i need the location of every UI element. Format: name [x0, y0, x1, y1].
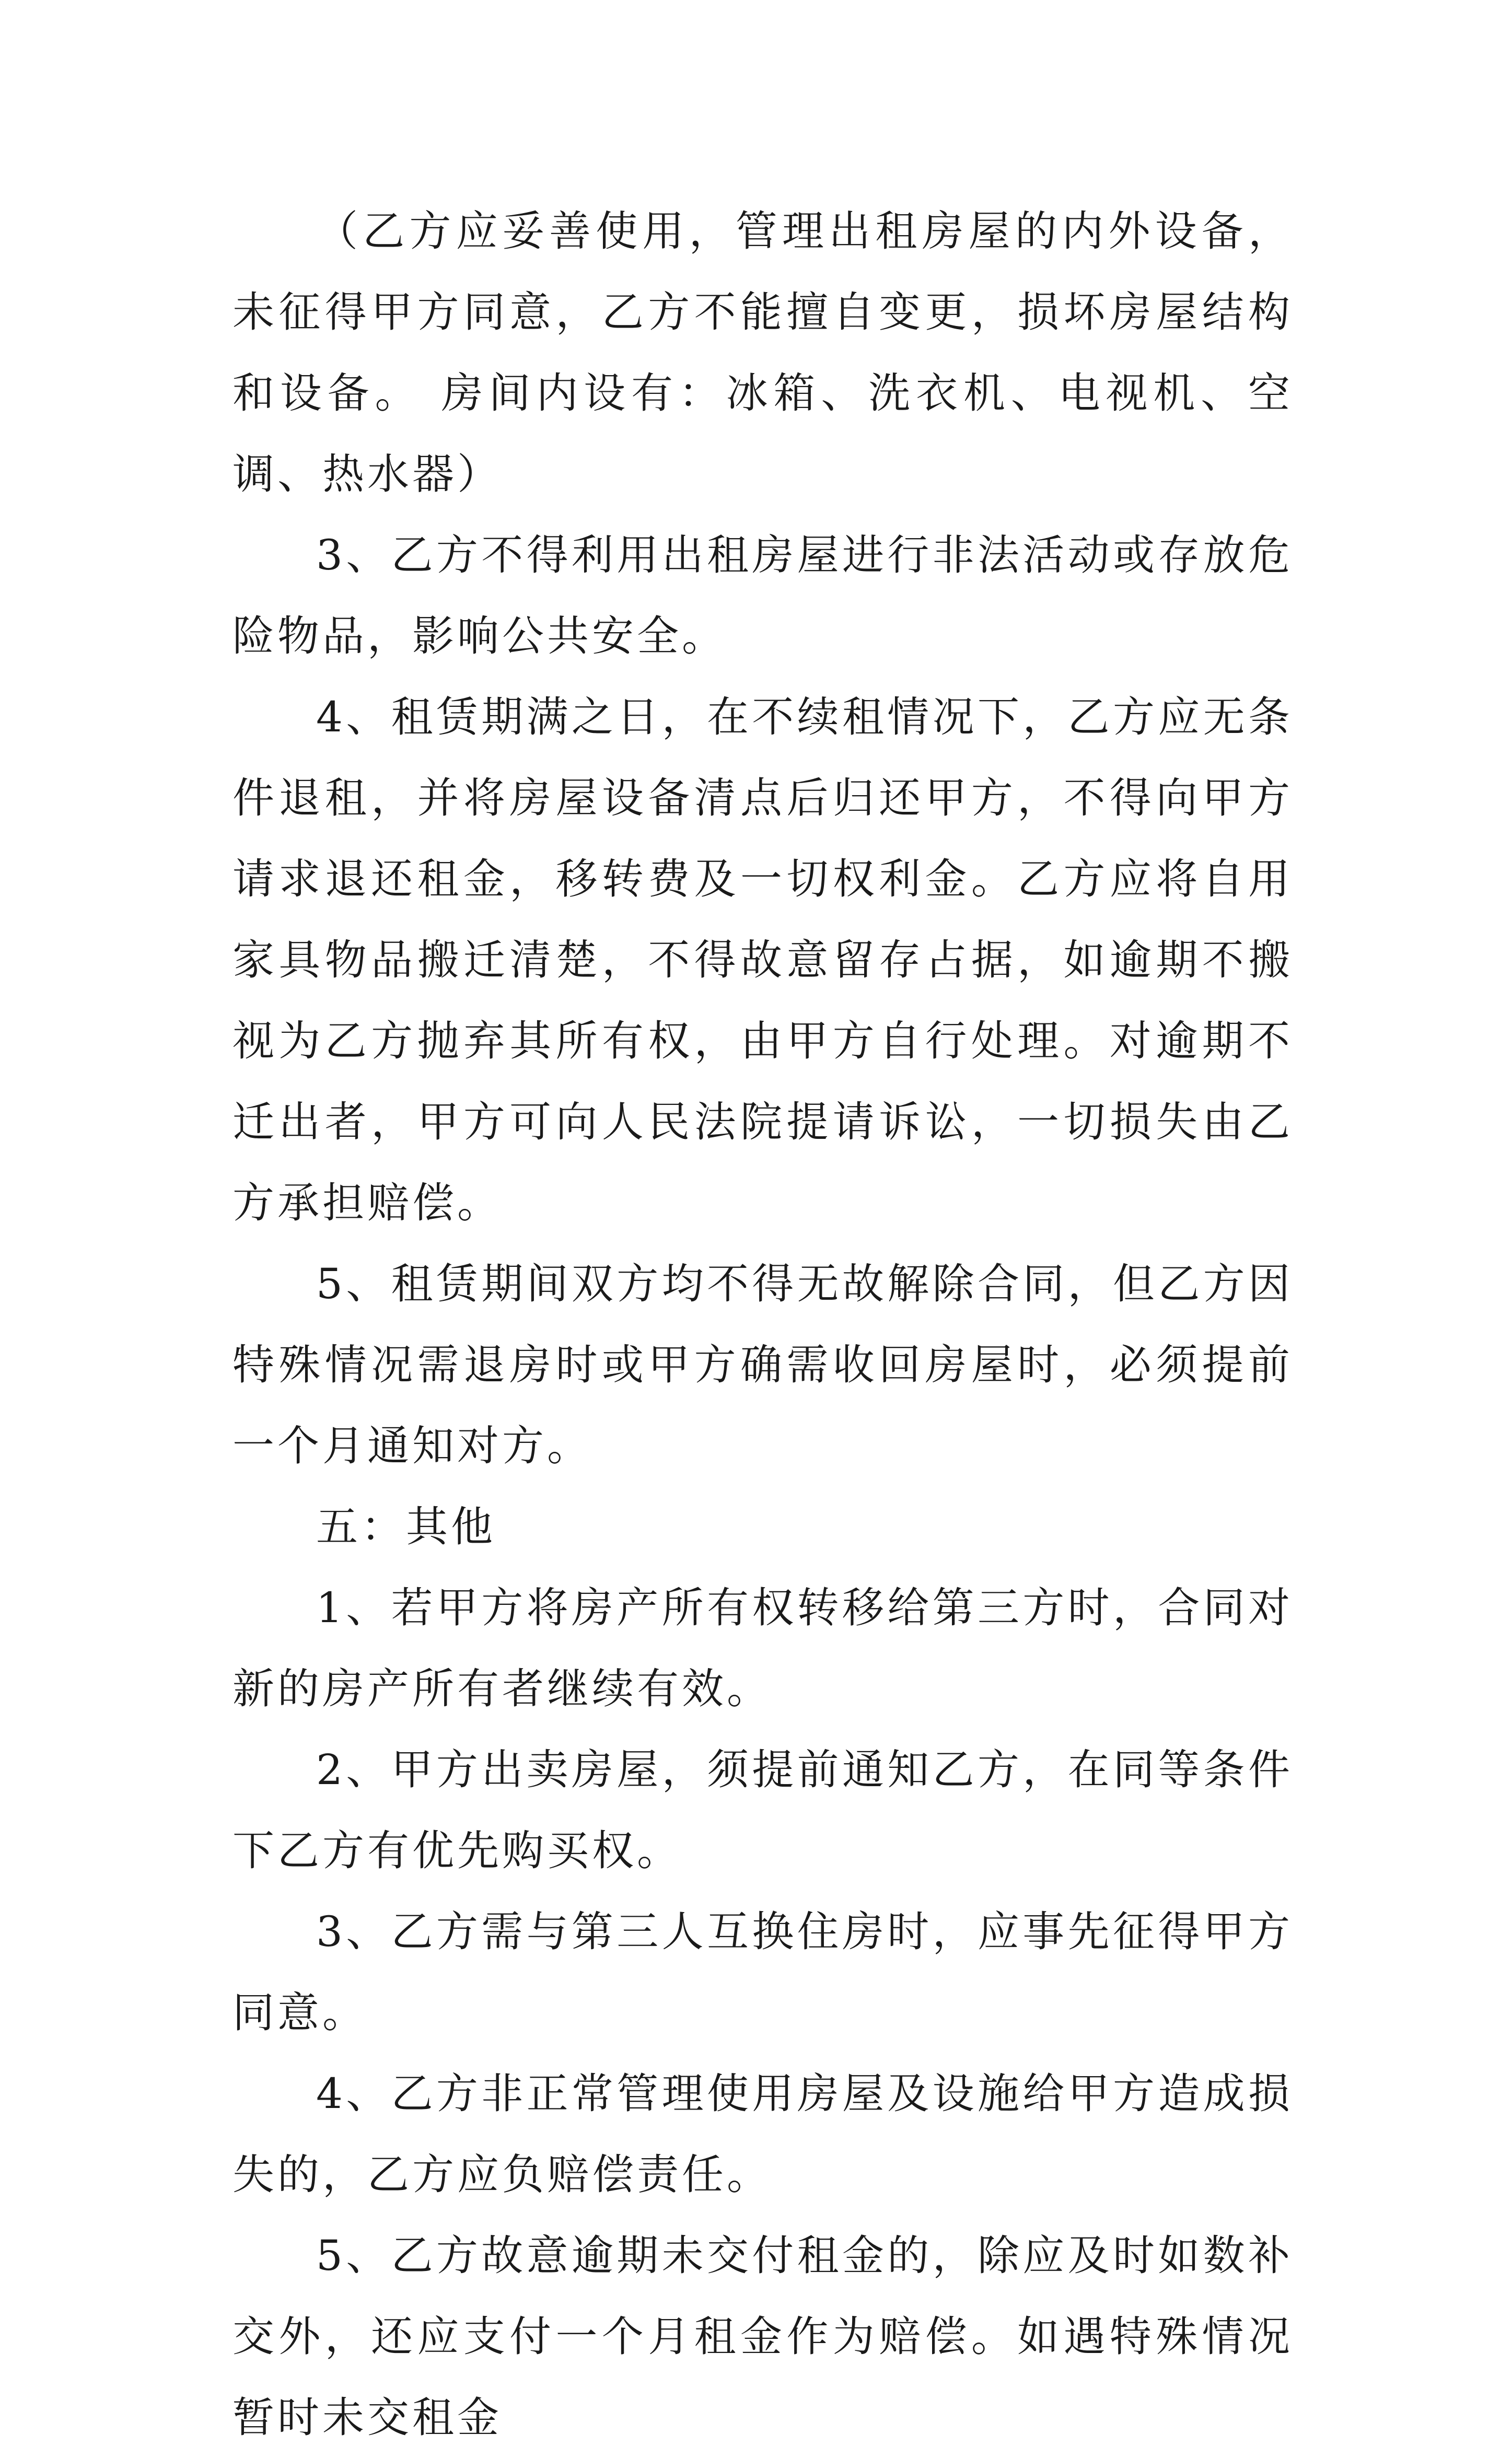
- paragraph-clause-3: 3、乙方不得利用出租房屋进行非法活动或存放危险物品，影响公共安全。: [232, 531, 1293, 660]
- paragraph-other-3: 3、乙方需与第三人互换住房时，应事先征得甲方同意。: [232, 1907, 1293, 2037]
- paragraph-equipment-clause: （乙方应妥善使用，管理出租房屋的内外设备，未征得甲方同意，乙方不能擅自变更，损坏房屋结构和设备。 房间内设有：冰箱、洗衣机、电视机、空调、热水器）: [232, 207, 1293, 498]
- paragraph-other-5: 5、乙方故意逾期未交付租金的，除应及时如数补交外，还应支付一个月租金作为赔偿。如遇特殊情况暂时未交租金: [232, 2231, 1293, 2442]
- section-heading-other: 五：其他: [316, 1502, 496, 1551]
- paragraph-clause-5: 5、租赁期间双方均不得无故解除合同，但乙方因特殊情况需退房时或甲方确需收回房屋时，必须提前一个月通知对方。: [232, 1260, 1293, 1470]
- paragraph-other-2: 2、甲方出卖房屋，须提前通知乙方，在同等条件下乙方有优先购买权。: [232, 1745, 1293, 1875]
- paragraph-other-1: 1、若甲方将房产所有权转移给第三方时，合同对新的房产所有者继续有效。: [232, 1583, 1293, 1713]
- paragraph-clause-4: 4、租赁期满之日，在不续租情况下，乙方应无条件退租，并将房屋设备清点后归还甲方，不得向甲方请求退还租金，移转费及一切权利金。乙方应将自用家具物品搬迁清楚，不得故意留存占据，如逾期不搬视为乙方抛弃其所有权，由甲方自行处理。对逾期不迁出者，甲方可向人民法院提请诉讼，一切损失由乙方承担赔偿。: [232, 693, 1293, 1227]
- paragraph-other-4: 4、乙方非正常管理使用房屋及设施给甲方造成损失的，乙方应负赔偿责任。: [232, 2069, 1293, 2199]
- document-body: [232, 191, 1293, 2458]
